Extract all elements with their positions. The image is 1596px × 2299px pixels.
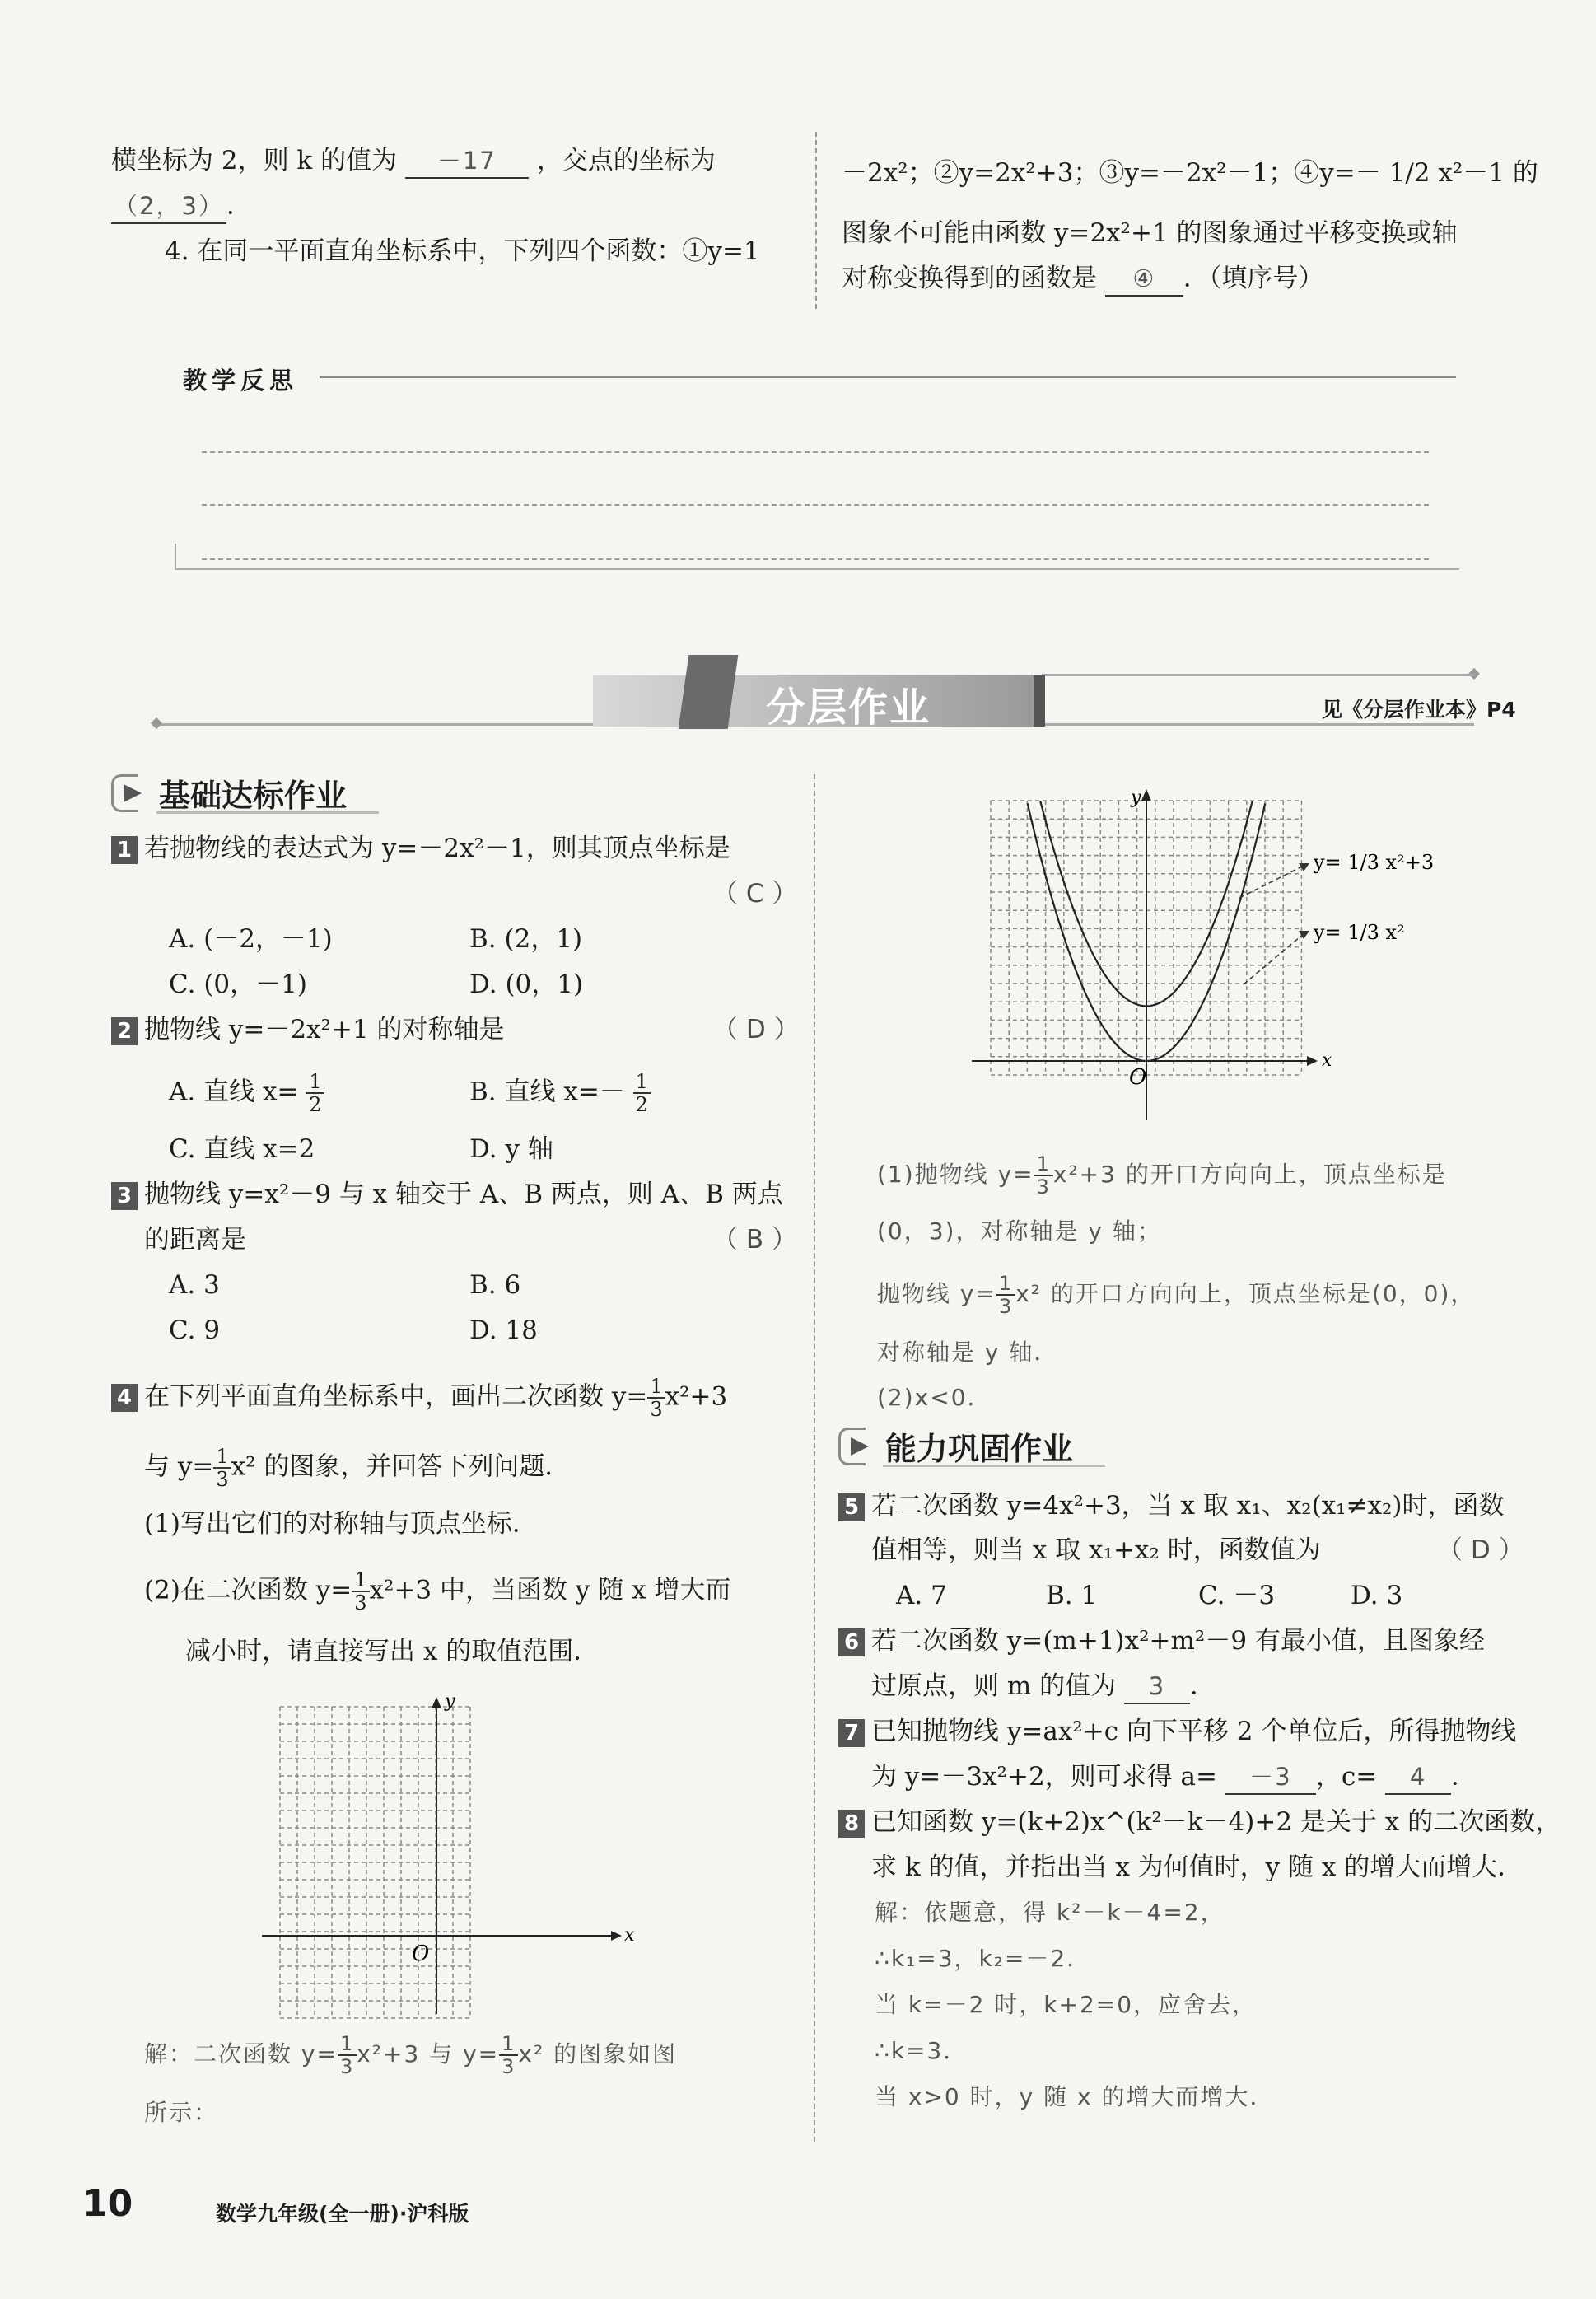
parabola-graph bbox=[968, 783, 1435, 1124]
option-c: C. 9 bbox=[169, 1315, 221, 1345]
option-b: B. 1 bbox=[1046, 1581, 1098, 1610]
text: x² 的图象，并回答下列问题． bbox=[231, 1451, 571, 1482]
denominator: 3 bbox=[998, 1295, 1014, 1318]
question-3 bbox=[111, 1178, 783, 1211]
question-3-line2: 的距离是 bbox=[144, 1225, 246, 1255]
option-a: A. (－2，－1) bbox=[169, 924, 333, 954]
answer-blank: 4 bbox=[1385, 1760, 1451, 1795]
numerator: 1 bbox=[647, 1376, 665, 1399]
question-4-sub2 bbox=[144, 1569, 730, 1614]
text: 若二次函数 y=4x²+3，当 x 取 x₁、x₂(x₁≠x₂)时，函数 bbox=[871, 1491, 1505, 1521]
question-number: 4 bbox=[111, 1384, 138, 1412]
option-c: C. －3 bbox=[1198, 1581, 1276, 1610]
answer-blank: ④ bbox=[1105, 262, 1183, 297]
text: x² 的开口方向向上，顶点坐标是(0，0)， bbox=[1015, 1280, 1476, 1307]
solution-right-line2: (0，3)，对称轴是 y 轴； bbox=[877, 1217, 1162, 1245]
label-leader-lower bbox=[1244, 932, 1305, 984]
text: 对称变换得到的函数是 bbox=[842, 264, 1097, 293]
solution-4-line1 bbox=[144, 2033, 677, 2077]
solution-right-line3 bbox=[877, 1273, 1475, 1317]
question-5 bbox=[838, 1489, 1505, 1522]
x-axis-label: x bbox=[624, 1925, 635, 1946]
question-1 bbox=[111, 832, 730, 865]
answer-blank: 3 bbox=[1124, 1670, 1190, 1704]
text: (1)抛物线 y= bbox=[877, 1161, 1034, 1188]
option-b: B. 6 bbox=[469, 1270, 521, 1300]
option-d: D. y 轴 bbox=[469, 1134, 553, 1164]
text: ．（填序号） bbox=[1183, 264, 1324, 293]
question-8-line2: 求 k 的值，并指出当 x 为何值时，y 随 x 的增大而增大． bbox=[871, 1853, 1524, 1882]
question-4-sub1: (1)写出它们的对称轴与顶点坐标． bbox=[144, 1509, 538, 1539]
denominator: 3 bbox=[650, 1398, 663, 1421]
solution-right-line4: 对称轴是 y 轴． bbox=[877, 1339, 1059, 1366]
option-a: A. 3 bbox=[169, 1270, 220, 1300]
section-title-basic: 基础达标作业 bbox=[159, 778, 348, 814]
parabola-graph-svg bbox=[968, 783, 1435, 1124]
top-right-line3 bbox=[842, 262, 1323, 297]
denominator: 3 bbox=[502, 2055, 516, 2078]
question-number: 5 bbox=[838, 1493, 865, 1521]
solution-8-line: 当 k=－2 时，k+2=0，应舍去， bbox=[875, 1991, 1258, 2018]
page-number: 10 bbox=[82, 2183, 133, 2225]
question-number: 1 bbox=[111, 836, 138, 864]
solution-right-line5: (2)x<0． bbox=[877, 1384, 992, 1411]
arrow-icon bbox=[851, 1437, 869, 1456]
x-axis-arrow-icon bbox=[1307, 1056, 1318, 1066]
fraction-one-third bbox=[1034, 1153, 1053, 1198]
text: 为 y=－3x²+2，则可求得 a= bbox=[871, 1762, 1217, 1792]
solution-8-line: 解：依题意，得 k²－k－4=2， bbox=[875, 1899, 1225, 1926]
solution-8-line: ∴k=3． bbox=[875, 2037, 968, 2064]
leader-arrow-icon bbox=[1299, 931, 1309, 939]
question-7 bbox=[838, 1715, 1516, 1748]
text: 若抛物线的表达式为 y=－2x²－1，则其顶点坐标是 bbox=[144, 834, 730, 863]
text: x² 的图象如图 bbox=[518, 2040, 678, 2068]
text: ，交点的坐标为 bbox=[536, 146, 716, 175]
numerator: 1 bbox=[499, 2033, 518, 2056]
banner-title: 分层作业 bbox=[766, 685, 931, 731]
empty-grid-svg bbox=[255, 1689, 634, 2018]
option-b bbox=[469, 1071, 651, 1115]
section-underline bbox=[883, 1465, 1105, 1467]
numerator: 1 bbox=[338, 2033, 357, 2056]
option-d: D. (0，1) bbox=[469, 970, 584, 999]
reflection-bottom-rule bbox=[175, 568, 1459, 570]
banner-flag-icon bbox=[679, 655, 739, 729]
solution-8-line: ∴k₁=3，k₂=－2． bbox=[875, 1945, 1092, 1972]
option-c: C. (0，－1) bbox=[169, 970, 307, 999]
answer-bracket: （ B ） bbox=[712, 1225, 797, 1255]
banner-reference: 见《分层作业本》P4 bbox=[1322, 698, 1516, 722]
denominator: 3 bbox=[1036, 1175, 1051, 1199]
solution-right-line1 bbox=[877, 1153, 1447, 1198]
fraction bbox=[306, 1071, 324, 1115]
text: x²+3 与 y= bbox=[357, 2040, 500, 2068]
fraction-one-third bbox=[996, 1273, 1015, 1317]
text: 横坐标为 2，则 k 的值为 bbox=[111, 146, 398, 175]
question-number: 2 bbox=[111, 1017, 138, 1045]
column-divider bbox=[814, 774, 815, 2142]
answer-bracket: （ D ） bbox=[712, 1015, 800, 1044]
question-8 bbox=[838, 1806, 1561, 1839]
denominator: 3 bbox=[216, 1468, 229, 1491]
section-underline bbox=[156, 811, 379, 814]
book-title: 数学九年级(全一册)·沪科版 bbox=[216, 2202, 469, 2226]
x-axis-arrow-icon bbox=[611, 1931, 622, 1941]
answer-blank: －3 bbox=[1225, 1760, 1316, 1795]
fraction-one-third bbox=[338, 2033, 357, 2077]
fraction-one-third bbox=[352, 1569, 369, 1614]
curve-label-upper: y= 1/3 x²+3 bbox=[1314, 851, 1435, 874]
writing-line bbox=[202, 504, 1429, 506]
text: 已知抛物线 y=ax²+c 向下平移 2 个单位后，所得抛物线 bbox=[871, 1717, 1517, 1746]
question-number: 7 bbox=[838, 1719, 865, 1747]
fraction-one-third bbox=[499, 2033, 518, 2077]
empty-coordinate-grid bbox=[255, 1689, 634, 2018]
option-a bbox=[169, 1071, 324, 1115]
option-c: C. 直线 x=2 bbox=[169, 1134, 315, 1164]
top-left-line1 bbox=[111, 144, 716, 179]
question-4-sub2-line2: 减小时，请直接写出 x 的取值范围． bbox=[185, 1637, 600, 1666]
text: 若二次函数 y=(m+1)x²+m²－9 有最小值，且图象经 bbox=[871, 1626, 1485, 1656]
question-7-line2 bbox=[871, 1760, 1477, 1795]
question-6-line2 bbox=[871, 1670, 1216, 1704]
answer-blank: －17 bbox=[405, 144, 529, 179]
x-axis-label: x bbox=[1322, 1050, 1332, 1071]
option-d: D. 18 bbox=[469, 1315, 538, 1345]
text: 与 y= bbox=[144, 1451, 214, 1482]
denominator: 2 bbox=[635, 1093, 648, 1116]
text: x²+3 bbox=[665, 1381, 728, 1412]
numerator: 1 bbox=[633, 1071, 651, 1094]
y-axis-label: y bbox=[1131, 787, 1141, 808]
reflection-title: 教学反思 bbox=[183, 367, 299, 395]
numerator: 1 bbox=[1034, 1153, 1053, 1176]
numerator: 1 bbox=[352, 1569, 369, 1592]
writing-line bbox=[202, 451, 1429, 453]
numerator: 1 bbox=[996, 1273, 1015, 1296]
option-b: B. (2，1) bbox=[469, 924, 583, 954]
arrow-icon bbox=[124, 784, 142, 802]
reflection-left-edge bbox=[175, 544, 176, 568]
y-axis-label: y bbox=[445, 1691, 455, 1712]
question-number: 6 bbox=[838, 1628, 865, 1656]
numerator: 1 bbox=[213, 1446, 231, 1469]
text: 抛物线 y= bbox=[877, 1280, 996, 1307]
question-4-line2 bbox=[144, 1446, 570, 1490]
question-number: 8 bbox=[838, 1810, 865, 1838]
question-6 bbox=[838, 1624, 1485, 1657]
grid-lines bbox=[280, 1707, 470, 2018]
option-a: A. 7 bbox=[896, 1581, 947, 1610]
text: ． bbox=[1451, 1762, 1477, 1792]
fraction-one-third bbox=[213, 1446, 231, 1490]
origin-label: O bbox=[1129, 1065, 1147, 1090]
y-axis-arrow-icon bbox=[432, 1697, 441, 1708]
banner-rule-right bbox=[1042, 674, 1474, 676]
solution-4-line2: 所示： bbox=[144, 2099, 219, 2126]
text: x²+3 中，当函数 y 随 x 增大而 bbox=[369, 1575, 731, 1605]
question-4 bbox=[111, 1376, 727, 1420]
top-left-line2: （2，3）． bbox=[111, 189, 252, 224]
question-2 bbox=[111, 1013, 505, 1046]
writing-line bbox=[202, 558, 1429, 560]
text: ，c= bbox=[1315, 1762, 1378, 1792]
text: x²+3 的开口方向向上，顶点坐标是 bbox=[1052, 1161, 1447, 1188]
text: 解：二次函数 y= bbox=[144, 2040, 338, 2068]
fraction-one-third bbox=[647, 1376, 665, 1420]
text: 抛物线 y=x²－9 与 x 轴交于 A、B 两点，则 A、B 两点 bbox=[144, 1180, 783, 1209]
answer-bracket: （ C ） bbox=[712, 879, 798, 909]
y-axis-arrow-icon bbox=[1141, 789, 1151, 801]
text: A. 直线 x= bbox=[169, 1077, 299, 1107]
question-5-line2: 值相等，则当 x 取 x₁+x₂ 时，函数值为 bbox=[871, 1535, 1321, 1565]
origin-label: O bbox=[412, 1942, 430, 1966]
top-right-line1: －2x²；②y=2x²+3；③y=－2x²－1；④y=－ 1/2 x²－1 的 bbox=[842, 158, 1538, 188]
denominator: 2 bbox=[309, 1093, 322, 1116]
numerator: 1 bbox=[306, 1071, 324, 1094]
question-number: 3 bbox=[111, 1182, 138, 1210]
text: B. 直线 x=－ bbox=[469, 1077, 625, 1107]
answer-bracket: （ D ） bbox=[1437, 1535, 1524, 1565]
text: 已知函数 y=(k+2)x^(k²－k－4)+2 是关于 x 的二次函数， bbox=[871, 1807, 1561, 1837]
solution-8-line: 当 x>0 时，y 随 x 的增大而增大． bbox=[875, 2083, 1275, 2110]
rule-end-diamond bbox=[151, 717, 162, 729]
section-title-ability: 能力巩固作业 bbox=[885, 1431, 1074, 1467]
curve-label-lower: y= 1/3 x² bbox=[1314, 921, 1405, 944]
column-divider bbox=[815, 132, 817, 309]
text: ． bbox=[1189, 1671, 1216, 1701]
reflection-top-rule bbox=[320, 376, 1456, 378]
denominator: 3 bbox=[339, 2055, 355, 2078]
text: 抛物线 y=－2x²+1 的对称轴是 bbox=[144, 1015, 505, 1044]
option-d: D. 3 bbox=[1351, 1581, 1403, 1610]
denominator: 3 bbox=[354, 1591, 367, 1614]
fraction bbox=[633, 1071, 651, 1115]
text: (2)在二次函数 y= bbox=[144, 1575, 352, 1605]
text: 过原点，则 m 的值为 bbox=[871, 1671, 1117, 1701]
answer-blank: （2，3） bbox=[111, 189, 226, 224]
top-right-line2: 图象不可能由函数 y=2x²+1 的图象通过平移变换或轴 bbox=[842, 218, 1458, 248]
banner-end-bar bbox=[1034, 675, 1045, 727]
text: 在下列平面直角坐标系中，画出二次函数 y= bbox=[144, 1381, 648, 1412]
question-4-text: 4. 在同一平面直角坐标系中，下列四个函数：①y=1 bbox=[165, 236, 760, 266]
